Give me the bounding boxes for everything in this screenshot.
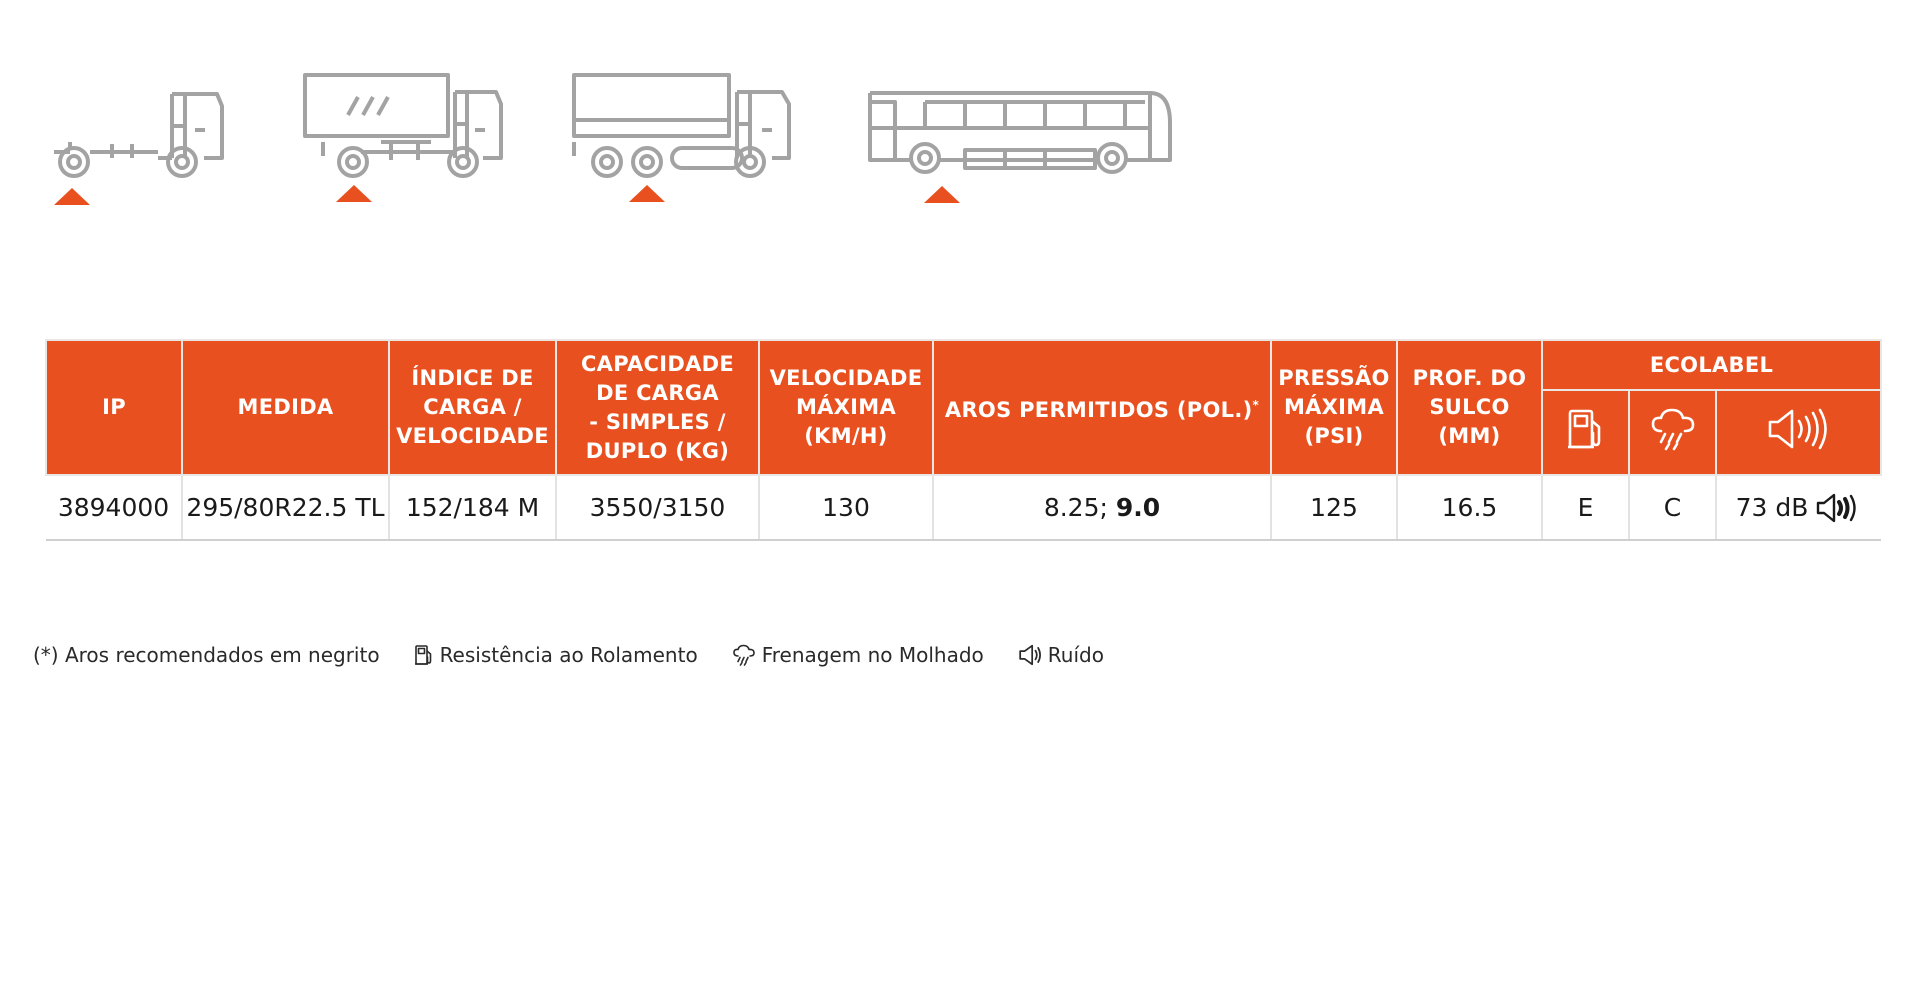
vehicle-applications	[0, 0, 1920, 220]
header-sulco-line2: SULCO	[1429, 395, 1510, 419]
header-pressao	[1271, 340, 1397, 475]
header-sulco-line1: PROF. DO	[1412, 366, 1527, 390]
noise-level-icon	[1816, 492, 1862, 524]
rain-cloud-icon	[1649, 407, 1697, 451]
header-indice-line1: ÍNDICE DE	[411, 366, 534, 390]
header-velocidade-line2: MÁXIMA	[795, 395, 897, 419]
legend-noise-label: Ruído	[1047, 643, 1104, 667]
aros-recommended-value: 9.0	[1115, 493, 1161, 522]
legend-rolling-label: Resistência ao Rolamento	[439, 643, 698, 667]
cell-velocidade: 130	[759, 475, 933, 540]
noise-value: 73 dB	[1735, 493, 1809, 522]
fuel-pump-icon	[1566, 407, 1606, 451]
selected-marker	[336, 185, 372, 202]
speaker-icon	[1766, 407, 1832, 451]
cell-aros	[933, 475, 1271, 540]
header-rolling-resistance	[1542, 390, 1629, 475]
legend-noise	[1018, 643, 1104, 667]
header-sulco	[1397, 340, 1542, 475]
cell-indice: 152/184 M	[389, 475, 556, 540]
header-medida: MEDIDA	[182, 340, 389, 475]
header-ip: IP	[46, 340, 182, 475]
header-indice	[389, 340, 556, 475]
cell-medida: 295/80R22.5 TL	[182, 475, 389, 540]
header-noise	[1716, 390, 1881, 475]
header-aros-label: AROS PERMITIDOS (POL.)	[944, 397, 1253, 422]
header-velocidade	[759, 340, 933, 475]
header-aros	[933, 340, 1271, 475]
legend-rolling	[414, 643, 698, 667]
header-sulco-line3: (MM)	[1438, 424, 1501, 448]
selected-marker	[629, 185, 665, 202]
selected-marker	[924, 186, 960, 203]
cell-rolling-class: E	[1542, 475, 1629, 540]
header-aros-footnote-mark: *	[1252, 397, 1260, 412]
cell-wet-class: C	[1629, 475, 1716, 540]
header-capacidade-line1: CAPACIDADE	[580, 351, 735, 376]
cell-ip: 3894000	[46, 475, 182, 540]
header-pressao-line1: PRESSÃO	[1278, 366, 1390, 390]
rigid-truck-icon	[303, 72, 508, 182]
bus-icon	[865, 88, 1175, 183]
legend-wet	[732, 643, 984, 667]
aros-regular-value: 8.25;	[1043, 493, 1116, 522]
rain-cloud-icon	[732, 644, 756, 666]
legend	[33, 643, 1138, 667]
cell-noise	[1716, 475, 1881, 540]
speaker-icon	[1018, 644, 1042, 666]
truck-trailer-icon	[572, 72, 797, 182]
selected-marker	[54, 188, 90, 205]
truck-chassis-icon	[52, 86, 232, 181]
header-pressao-line2: MÁXIMA	[1283, 395, 1385, 419]
header-pressao-line3: (PSI)	[1304, 424, 1364, 448]
table-row	[46, 475, 1881, 540]
header-indice-line2: CARGA /	[423, 395, 522, 419]
header-velocidade-line3: (KM/H)	[804, 424, 888, 448]
tire-spec-table	[45, 339, 1882, 541]
header-capacidade-line3: - SIMPLES /	[589, 409, 726, 434]
header-velocidade-line1: VELOCIDADE	[769, 366, 923, 390]
header-capacidade-line2: DE CARGA	[596, 380, 719, 405]
header-capacidade	[556, 340, 759, 475]
cell-sulco: 16.5	[1397, 475, 1542, 540]
header-wet-braking	[1629, 390, 1716, 475]
legend-note: (*) Aros recomendados em negrito	[33, 643, 380, 667]
header-ecolabel: ECOLABEL	[1542, 340, 1881, 390]
cell-pressao: 125	[1271, 475, 1397, 540]
header-indice-line3: VELOCIDADE	[396, 424, 549, 448]
legend-wet-label: Frenagem no Molhado	[761, 643, 984, 667]
cell-capacidade: 3550/3150	[556, 475, 759, 540]
fuel-pump-icon	[414, 644, 434, 666]
header-capacidade-line4: DUPLO (KG)	[585, 438, 730, 463]
